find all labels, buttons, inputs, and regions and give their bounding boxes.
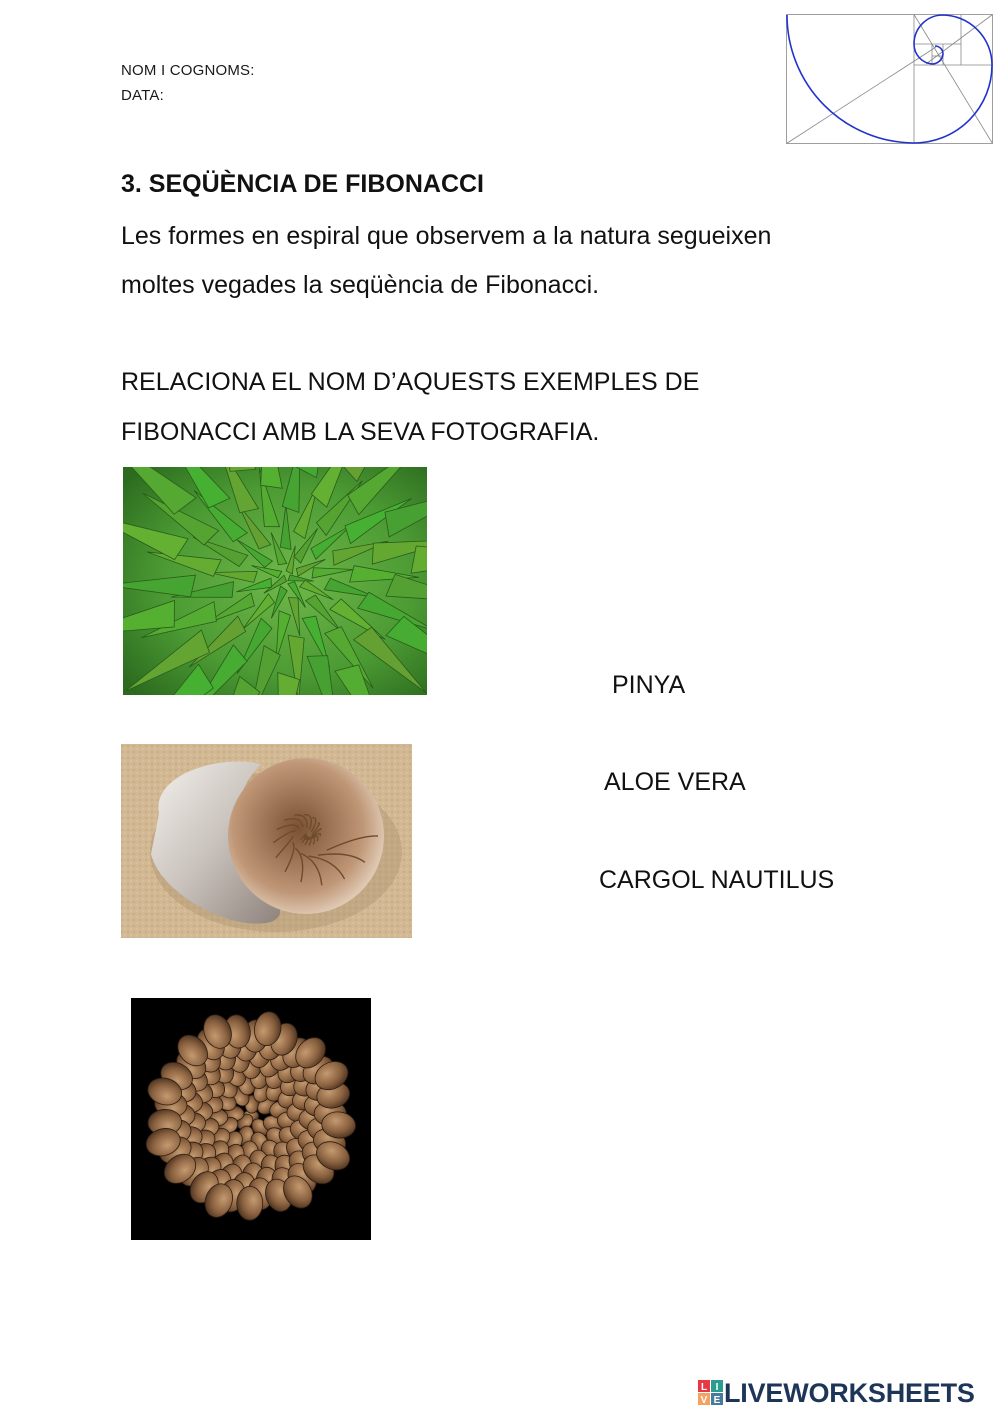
fibonacci-spiral-logo	[786, 14, 993, 144]
name-field-label: NOM I COGNOMS:	[121, 62, 255, 79]
svg-text:L: L	[700, 1382, 708, 1393]
answer-word-aloe-vera[interactable]: ALOE VERA	[604, 768, 746, 796]
liveworksheets-icon	[698, 1380, 724, 1406]
section-title: 3. SEQÜÈNCIA DE FIBONACCI	[121, 170, 485, 198]
instruction-text-line-1: RELACIONA EL NOM D’AQUESTS EXEMPLES DE	[121, 368, 700, 396]
answer-word-cargol-nautilus[interactable]: CARGOL NAUTILUS	[599, 866, 835, 894]
nautilus-shell-photo[interactable]	[121, 744, 412, 938]
svg-text:V: V	[700, 1395, 708, 1406]
intro-text-line-1: Les formes en espiral que observem a la natura segueixen	[121, 222, 772, 250]
date-field-label: DATA:	[121, 87, 164, 104]
answer-word-pinya[interactable]: PINYA	[612, 671, 686, 699]
intro-text-line-2: moltes vegades la seqüència de Fibonacci.	[121, 271, 600, 299]
instruction-text-line-2: FIBONACCI AMB LA SEVA FOTOGRAFIA.	[121, 418, 600, 446]
svg-text:I: I	[715, 1382, 719, 1393]
pine-cone-photo[interactable]	[131, 998, 371, 1240]
brand-name: LIVEWORKSHEETS	[724, 1377, 975, 1408]
aloe-vera-photo[interactable]	[123, 467, 427, 695]
svg-text:E: E	[713, 1395, 721, 1406]
liveworksheets-logo	[698, 1378, 975, 1408]
